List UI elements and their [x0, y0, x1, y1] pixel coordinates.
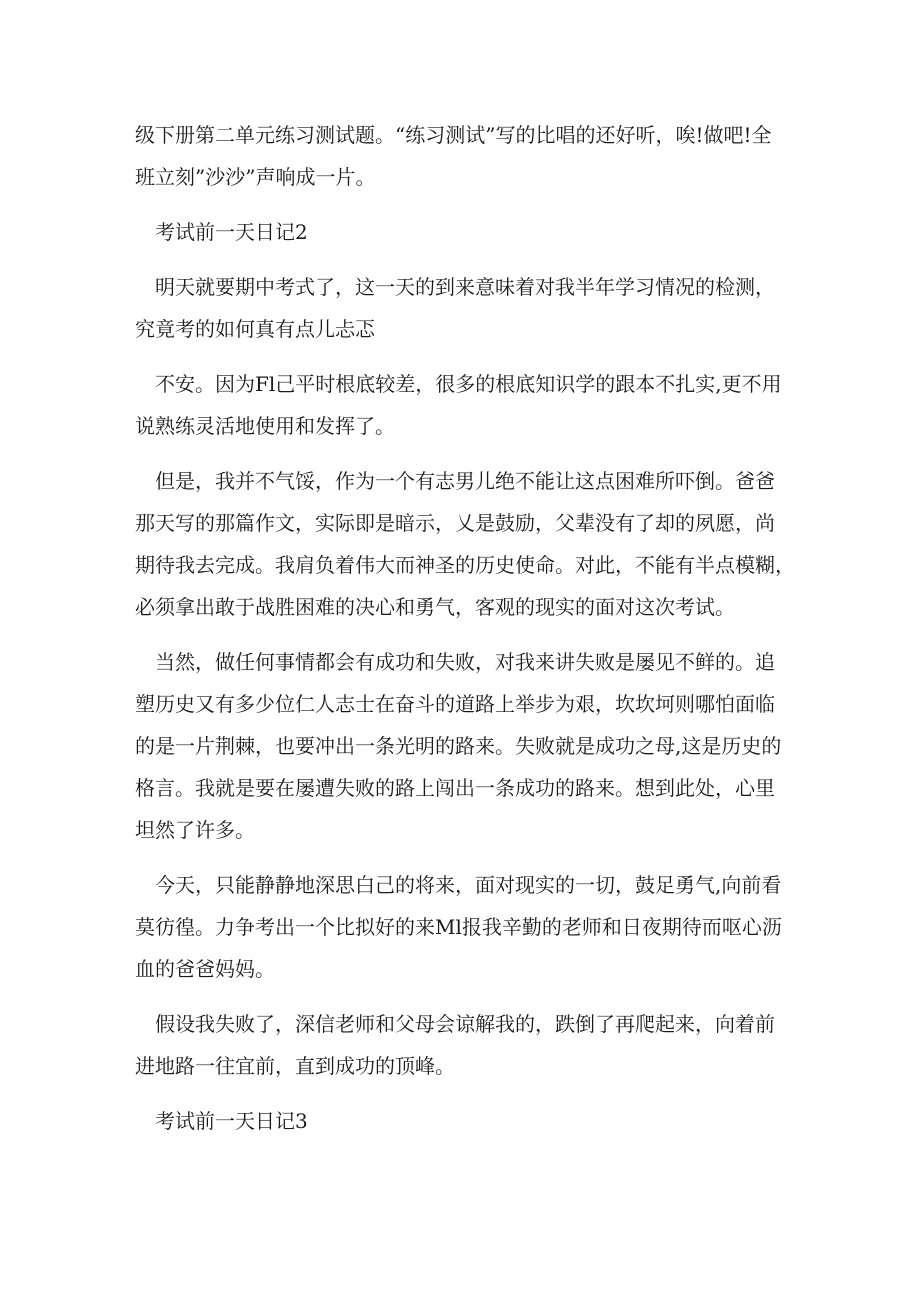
paragraph: [135, 864, 795, 990]
paragraph: [135, 460, 795, 628]
text-line: 必须拿出敢于战胜困难的决心和勇气，客观的现实的面对这次考试。: [135, 595, 735, 619]
text-line: 坦然了许多。: [135, 818, 255, 842]
text-line: 期待我去完成。我肩负着伟大而神圣的历史使命。对此，不能有半点模糊，: [135, 553, 795, 577]
heading-text: 考试前一天日记2: [155, 220, 308, 244]
text-line: 的是一片荆棘，也要冲出一条光明的路来。失败就是成功之母,这是历史的: [135, 734, 782, 758]
text-line: 究竟考的如何真有点儿忐忑: [135, 317, 375, 341]
text-line: 不安。因为Fl己平时根底较差，很多的根底知识学的跟本不扎实,更不用: [155, 372, 782, 396]
text-line: 班立刻”沙沙”声响成一片。: [135, 165, 376, 189]
paragraph-continuation: [135, 114, 795, 198]
text-line: 那天写的那篇作文，实际即是暗示，乂是鼓励，父辈没有了却的夙愿，尚: [135, 511, 775, 535]
text-line: 莫彷徨。力争考出一个比拟好的来Ml报我辛勤的老师和日夜期待而呕心沥: [135, 915, 782, 939]
text-line: 假设我失败了，深信老师和父母会谅解我的，跌倒了再爬起来，向着前: [155, 1012, 775, 1036]
paragraph: [135, 266, 795, 350]
text-line: 今天，只能静静地深思白己的将来，面对现实的一切，鼓足勇气,向前看: [155, 873, 782, 897]
text-line: 进地路一往宜前，直到成功的顶峰。: [135, 1054, 455, 1078]
text-line: 血的爸爸妈妈。: [135, 957, 275, 981]
text-line: 级下册第二单元练习测试题。“练习测试”写的比唱的还好听，唉!做吧!全: [135, 123, 772, 147]
text-line: 明天就要期中考式了，这一天的到来意味着对我半年学习情况的检测，: [155, 275, 775, 299]
diary-heading-3: [135, 1100, 795, 1142]
text-line: 说熟练灵活地使用和发挥了。: [135, 414, 395, 438]
paragraph: [135, 641, 795, 851]
text-line: 塑历史又有多少位仁人志士在奋斗的道路上举步为艰，坎坎坷则哪怕面临: [135, 692, 775, 716]
paragraph: [135, 363, 795, 447]
text-line: 格言。我就是要在屡遭失败的路上闯出一条成功的路来。想到此处，心里: [135, 776, 775, 800]
document-page: [135, 114, 795, 1155]
text-line: 当然，做任何事情都会有成功和失败，对我来讲失败是屡见不鲜的。追: [155, 650, 775, 674]
text-line: 但是，我并不气馁，作为一个有志男儿绝不能让这点困难所吓倒。爸爸: [155, 469, 775, 493]
diary-heading-2: [135, 211, 795, 253]
paragraph: [135, 1003, 795, 1087]
heading-text: 考试前一天日记3: [155, 1109, 308, 1133]
